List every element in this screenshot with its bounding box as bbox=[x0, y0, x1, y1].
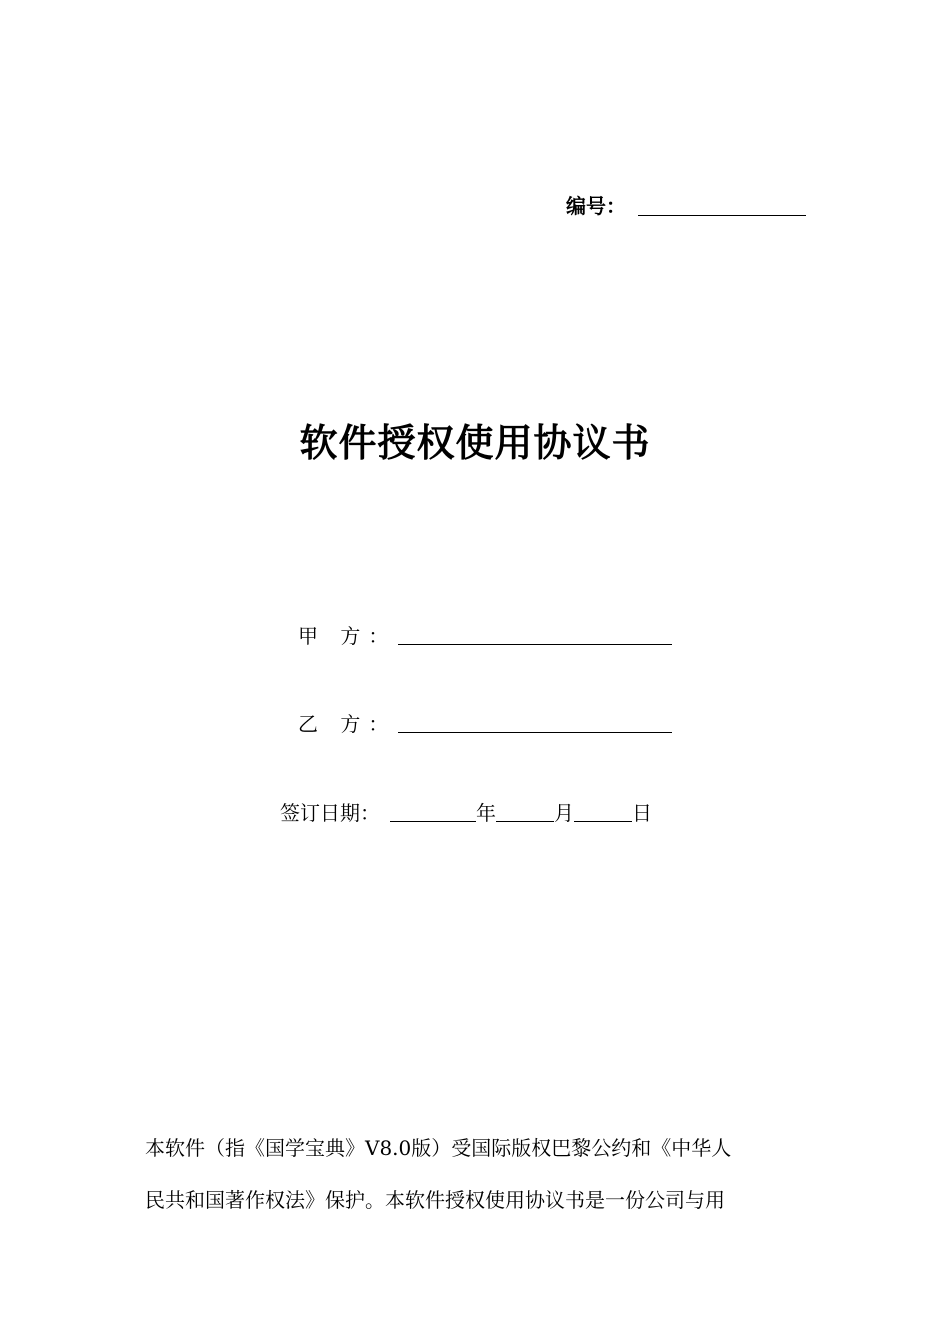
party-b-label: 乙 方： bbox=[298, 711, 397, 736]
agreement-body-text bbox=[145, 1122, 809, 1226]
party-a-blank bbox=[398, 624, 672, 645]
party-b-row bbox=[298, 707, 672, 737]
year-label: 年 bbox=[476, 800, 496, 825]
document-number-blank bbox=[638, 193, 806, 216]
party-a-row bbox=[298, 619, 672, 649]
party-a-label: 甲 方： bbox=[298, 623, 397, 648]
month-blank bbox=[496, 801, 554, 822]
month-label: 月 bbox=[554, 800, 574, 825]
body-line-1: 本软件（指《国学宝典》V8.0版）受国际版权巴黎公约和《中华人 bbox=[145, 1136, 732, 1160]
year-blank bbox=[390, 801, 476, 822]
body-line-2: 民共和国著作权法》保护。本软件授权使用协议书是一份公司与用 bbox=[145, 1188, 725, 1212]
document-number-label: 编号： bbox=[566, 193, 626, 218]
signing-date-row bbox=[280, 796, 652, 826]
document-title: 软件授权使用协议书 bbox=[299, 421, 651, 465]
day-label: 日 bbox=[632, 800, 652, 825]
document-number bbox=[566, 188, 806, 220]
party-b-blank bbox=[398, 712, 672, 733]
day-blank bbox=[574, 801, 632, 822]
signing-date-label: 签订日期： bbox=[280, 800, 380, 825]
